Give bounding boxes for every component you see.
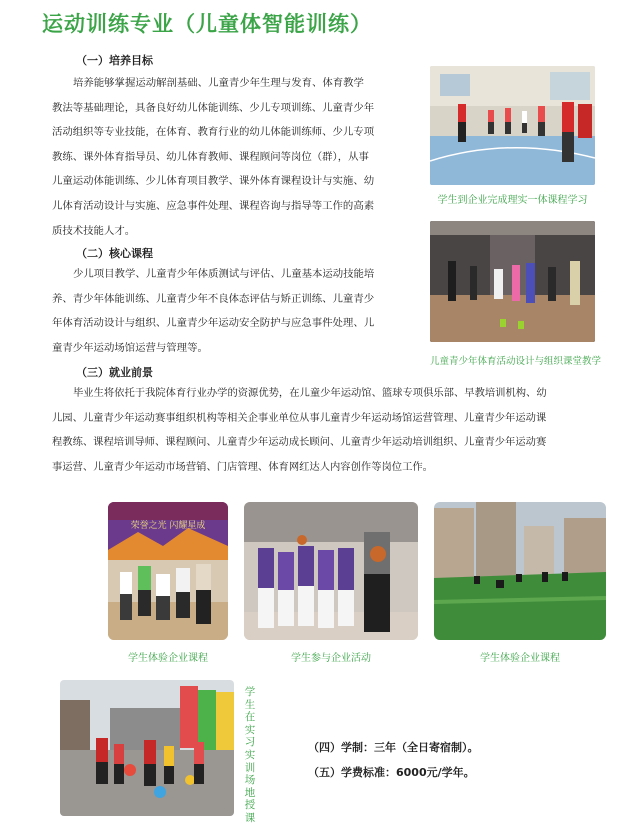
text-line: 培养能够掌握运动解剖基础、儿童青少年生理与发育、体育教学 (73, 77, 364, 89)
text-line: 教法等基础理论，具备良好幼儿体能训练、少儿专项训练、儿童青少年 (52, 101, 375, 114)
photo-studio-class (430, 221, 595, 342)
banner-text: 荣誉之光 闪耀星成 (130, 521, 206, 531)
photo-kids-banner (108, 502, 228, 640)
text-line: 养、青少年体能训练、儿童青少年不良体态评估与矫正训练、儿童青少 (52, 292, 375, 305)
text-line: 儿体育活动设计与实施、应急事件处理、课程咨询与指导等工作的高素 (52, 199, 375, 212)
tuition-fee: （五）学费标准：6000元/学年。 (308, 766, 475, 779)
page-title: 运动训练专业（儿童体智能训练） (42, 12, 372, 36)
study-duration: （四）学制：三年（全日寄宿制）。 (308, 741, 479, 754)
photo-gym-class (430, 66, 595, 185)
text-line: 儿园、儿童青少年运动赛事组织机构等相关企事业单位从事儿童青少年运动场馆运营管理、儿童青少年运动课 (52, 411, 547, 424)
photo-basketball (244, 502, 418, 640)
photo-caption: 学生体验企业课程 (128, 653, 208, 664)
section-body-career (52, 381, 547, 479)
text-line: 年体育活动设计与组织、儿童青少年运动安全防护与应急事件处理、儿 (52, 317, 375, 330)
text-line: 程教练、课程培训导师、课程顾问、儿童青少年运动成长顾问、儿童青少年运动培训组织、儿童青少年运动赛 (52, 436, 547, 449)
photo-caption: 学生到企业完成理实一体课程学习 (437, 195, 588, 206)
text-line: 事运营、儿童青少年运动市场营销、门店管理、体育网红达人内容创作等岗位工作。 (52, 460, 433, 473)
text-line: 活动组织等专业技能，在体育、教育行业的幼儿体能训练师、少儿专项 (52, 126, 375, 139)
text-line: 儿童运动体能训练、少儿体育项目教学、课外体育课程设计与实施、幼 (52, 175, 375, 188)
section-heading-career: （三）就业前景 (76, 366, 153, 379)
photo-rooftop-field (434, 502, 606, 640)
text-line: 童青少年运动场馆运营与管理等。 (52, 341, 208, 354)
photo-caption: 儿童青少年体育活动设计与组织课堂教学 (430, 356, 602, 367)
section-body-goal (52, 71, 374, 243)
photo-kindergarten (60, 680, 234, 816)
text-line: 质技术技能人才。 (52, 224, 136, 237)
section-heading-goal: （一）培养目标 (76, 54, 153, 67)
photo-caption-vertical: 学生在实习实训场地授课 (244, 686, 256, 824)
text-line: 教练、课外体育指导员、幼儿体育教师、课程顾问等岗位（群），从事 (52, 150, 369, 163)
section-body-courses (52, 262, 374, 360)
section-heading-courses: （二）核心课程 (76, 247, 153, 260)
text-line: 毕业生将依托于我院体育行业办学的资源优势，在儿童少年运动馆、篮球专项俱乐部、早教培训机构、幼 (73, 387, 547, 399)
photo-caption: 学生参与企业活动 (291, 653, 371, 664)
photo-caption: 学生体验企业课程 (480, 653, 560, 664)
text-line: 少儿项目教学、儿童青少年体质测试与评估、儿童基本运动技能培 (73, 268, 375, 280)
